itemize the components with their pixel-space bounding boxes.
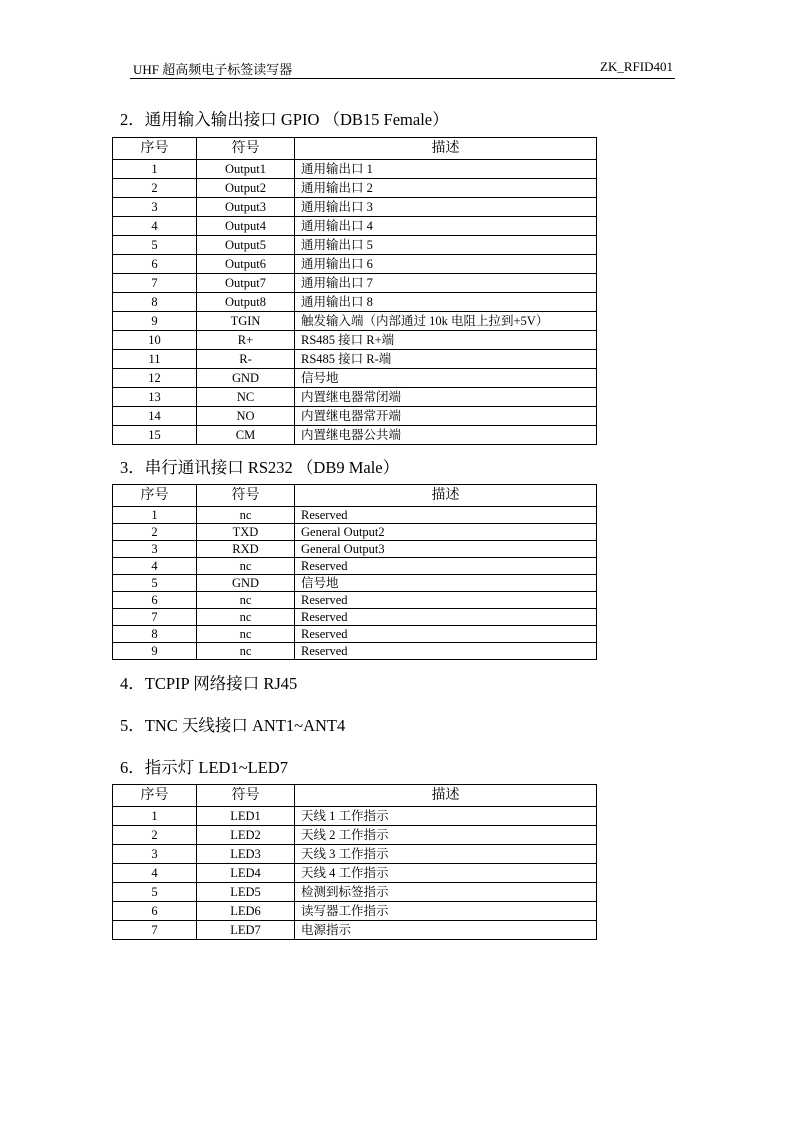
table-row [113,592,597,609]
cell-index: 15 [113,426,197,445]
cell-index: 2 [113,826,197,845]
cell-index: 2 [113,179,197,198]
cell-description: General Output3 [295,541,597,558]
cell-description: RS485 接口 R+端 [295,331,597,350]
header-model-number: ZK_RFID401 [600,59,673,74]
cell-description: Reserved [295,558,597,575]
cell-index: 5 [113,236,197,255]
cell-symbol: R+ [197,331,295,350]
table-row [113,274,597,293]
table-row [113,179,597,198]
led-section-title: 6．指示灯 LED1~LED7 [120,758,288,777]
cell-description: Reserved [295,609,597,626]
cell-symbol: LED7 [197,921,295,940]
cell-index: 6 [113,592,197,609]
table-header [113,785,597,807]
gpio-section-title: 2．通用输入输出接口 GPIO （DB15 Female） [120,110,449,129]
table-body [113,807,597,940]
cell-description: 通用输出口 7 [295,274,597,293]
table-row [113,331,597,350]
cell-description: RS485 接口 R-端 [295,350,597,369]
cell-symbol: nc [197,609,295,626]
cell-symbol: LED1 [197,807,295,826]
cell-description: 通用输出口 8 [295,293,597,312]
cell-symbol: nc [197,507,295,524]
table-row [113,255,597,274]
header-product-name: UHF 超高频电子标签读写器 [133,62,293,77]
cell-symbol: Output4 [197,217,295,236]
cell-index: 8 [113,293,197,312]
tcpip-section-title: 4．TCPIP 网络接口 RJ45 [120,674,298,693]
cell-description: 触发输入端（内部通过 10k 电阻上拉到+5V） [295,312,597,331]
header-description: 描述 [295,138,597,160]
cell-symbol: Output5 [197,236,295,255]
table-body [113,507,597,660]
cell-description: General Output2 [295,524,597,541]
cell-symbol: LED6 [197,902,295,921]
cell-index: 12 [113,369,197,388]
table-row [113,902,597,921]
cell-description: 信号地 [295,575,597,592]
cell-description: Reserved [295,592,597,609]
table-row [113,807,597,826]
cell-description: 通用输出口 6 [295,255,597,274]
cell-description: 通用输出口 1 [295,160,597,179]
cell-index: 8 [113,626,197,643]
cell-symbol: R- [197,350,295,369]
cell-index: 3 [113,541,197,558]
table-row [113,845,597,864]
cell-description: Reserved [295,507,597,524]
cell-symbol: Output8 [197,293,295,312]
cell-index: 14 [113,407,197,426]
cell-symbol: GND [197,369,295,388]
cell-index: 1 [113,160,197,179]
table-header [113,138,597,160]
cell-index: 6 [113,902,197,921]
header-index: 序号 [113,785,197,807]
table-row [113,507,597,524]
cell-symbol: nc [197,592,295,609]
header-index: 序号 [113,138,197,160]
header-symbol: 符号 [197,485,295,507]
cell-index: 4 [113,558,197,575]
cell-symbol: TXD [197,524,295,541]
table-row [113,350,597,369]
cell-index: 1 [113,507,197,524]
cell-index: 3 [113,198,197,217]
cell-index: 11 [113,350,197,369]
cell-index: 5 [113,575,197,592]
header-description: 描述 [295,785,597,807]
cell-symbol: LED4 [197,864,295,883]
table-row [113,198,597,217]
table-row [113,826,597,845]
cell-index: 1 [113,807,197,826]
table-row [113,426,597,445]
rs232-table [112,484,597,660]
cell-index: 13 [113,388,197,407]
table-header-row [113,785,597,807]
cell-index: 7 [113,921,197,940]
table-header [113,485,597,507]
header-index: 序号 [113,485,197,507]
cell-symbol: nc [197,626,295,643]
table-header-row [113,138,597,160]
cell-description: 通用输出口 3 [295,198,597,217]
cell-description: 内置继电器常闭端 [295,388,597,407]
table-row [113,160,597,179]
cell-description: Reserved [295,626,597,643]
cell-symbol: Output6 [197,255,295,274]
cell-symbol: LED2 [197,826,295,845]
table-row [113,864,597,883]
table-row [113,388,597,407]
cell-symbol: LED3 [197,845,295,864]
table-row [113,524,597,541]
cell-index: 9 [113,643,197,660]
header-description: 描述 [295,485,597,507]
cell-description: 内置继电器公共端 [295,426,597,445]
table-header-row [113,485,597,507]
header-symbol: 符号 [197,138,295,160]
cell-description: 检测到标签指示 [295,883,597,902]
table-row [113,921,597,940]
cell-description: 通用输出口 2 [295,179,597,198]
cell-description: 天线 1 工作指示 [295,807,597,826]
table-row [113,883,597,902]
cell-symbol: NC [197,388,295,407]
cell-description: 信号地 [295,369,597,388]
table-row [113,293,597,312]
header-symbol: 符号 [197,785,295,807]
cell-index: 9 [113,312,197,331]
cell-symbol: TGIN [197,312,295,331]
cell-description: 通用输出口 5 [295,236,597,255]
cell-symbol: Output3 [197,198,295,217]
table-row [113,575,597,592]
cell-symbol: Output2 [197,179,295,198]
cell-description: 天线 3 工作指示 [295,845,597,864]
table-row [113,609,597,626]
cell-symbol: Output7 [197,274,295,293]
table-row [113,236,597,255]
cell-symbol: GND [197,575,295,592]
cell-index: 5 [113,883,197,902]
table-row [113,407,597,426]
cell-index: 4 [113,217,197,236]
table-body [113,160,597,445]
table-row [113,558,597,575]
table-row [113,541,597,558]
cell-description: 通用输出口 4 [295,217,597,236]
cell-index: 10 [113,331,197,350]
cell-description: 内置继电器常开端 [295,407,597,426]
cell-symbol: Output1 [197,160,295,179]
cell-symbol: nc [197,558,295,575]
cell-symbol: RXD [197,541,295,558]
table-row [113,626,597,643]
cell-symbol: CM [197,426,295,445]
table-row [113,369,597,388]
gpio-table [112,137,597,445]
cell-symbol: NO [197,407,295,426]
cell-description: 天线 4 工作指示 [295,864,597,883]
cell-index: 6 [113,255,197,274]
cell-symbol: nc [197,643,295,660]
cell-description: 天线 2 工作指示 [295,826,597,845]
page-header [130,58,675,79]
table-row [113,217,597,236]
cell-index: 3 [113,845,197,864]
table-row [113,312,597,331]
cell-index: 7 [113,609,197,626]
cell-index: 7 [113,274,197,293]
tnc-section-title: 5．TNC 天线接口 ANT1~ANT4 [120,716,346,735]
table-row [113,643,597,660]
cell-description: 电源指示 [295,921,597,940]
cell-description: 读写器工作指示 [295,902,597,921]
rs232-section-title: 3．串行通讯接口 RS232 （DB9 Male） [120,458,400,477]
led-table [112,784,597,940]
cell-index: 2 [113,524,197,541]
cell-symbol: LED5 [197,883,295,902]
cell-index: 4 [113,864,197,883]
cell-description: Reserved [295,643,597,660]
